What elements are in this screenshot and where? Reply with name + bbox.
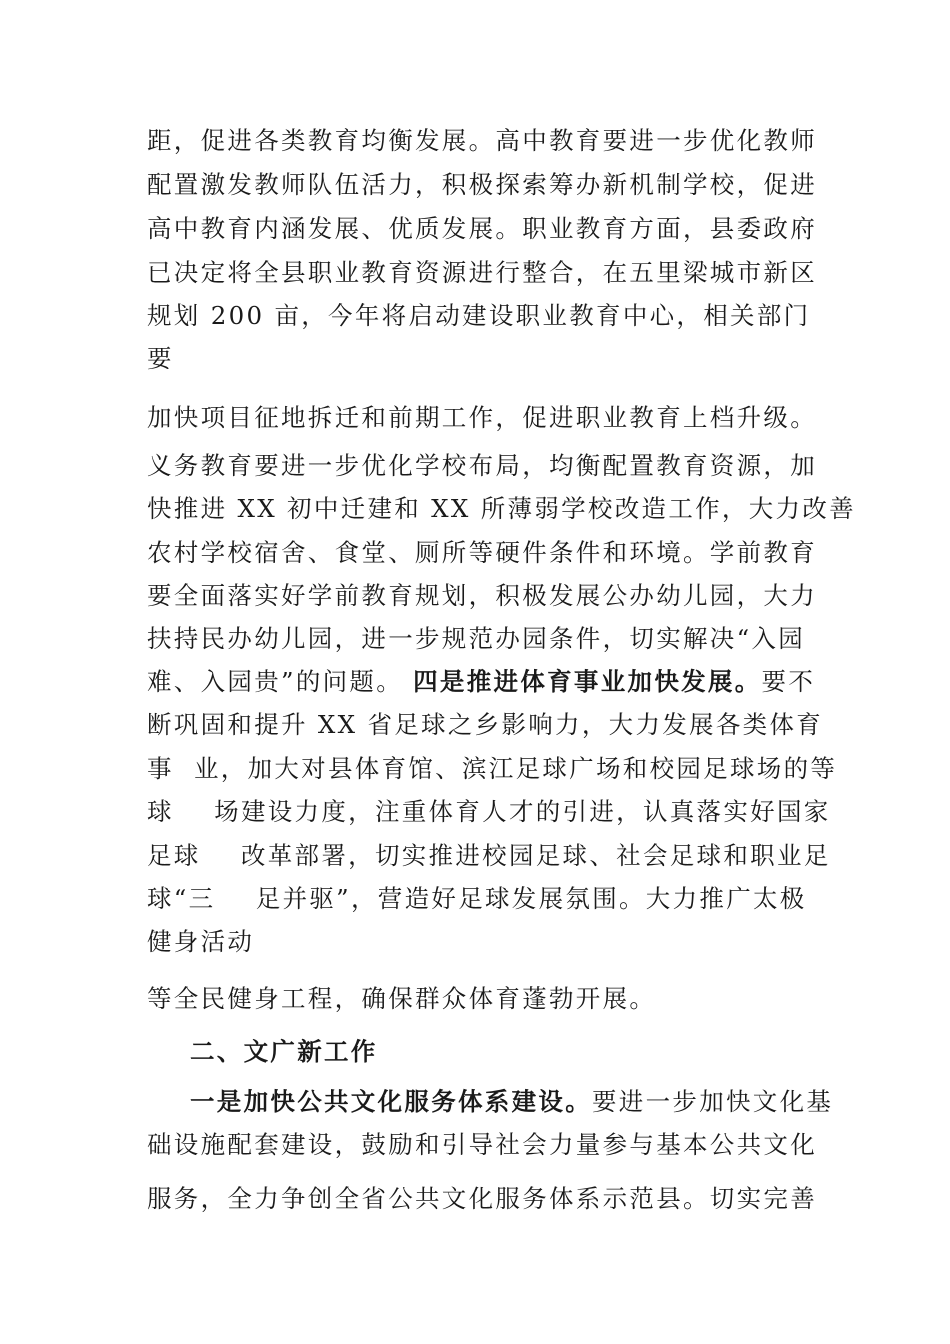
section-heading: 二、文广新工作 bbox=[190, 1037, 378, 1066]
text-line: 快推进 XX 初中迁建和 XX 所薄弱学校改造工作，大力改善 bbox=[147, 494, 856, 523]
text-line: 健身活动 bbox=[147, 927, 255, 956]
text-line: 配置激发教师队伍活力，积极探索筹办新机制学校，促进 bbox=[147, 170, 817, 199]
text-line: 义务教育要进一步优化学校布局，均衡配置教育资源，加 bbox=[147, 451, 817, 480]
text-line: 断巩固和提升 XX 省足球之乡影响力，大力发展各类体育 bbox=[147, 710, 824, 739]
text-line: 服务，全力争创全省公共文化服务体系示范县。切实完善 bbox=[147, 1184, 817, 1213]
text-segment: 难、入园贵”的问题。 bbox=[147, 667, 414, 696]
text-line: 足球 改革部署，切实推进校园足球、社会足球和职业足 bbox=[147, 841, 831, 870]
text-line: 已决定将全县职业教育资源进行整合，在五里梁城市新区 bbox=[147, 258, 817, 287]
text-line: 球“三 足并驱”，营造好足球发展氛围。大力推广太极 bbox=[147, 884, 807, 913]
text-line: 距，促进各类教育均衡发展。高中教育要进一步优化教师 bbox=[147, 126, 817, 155]
text-line: 加快项目征地拆迁和前期工作，促进职业教育上档升级。 bbox=[147, 403, 817, 432]
text-line: 扶持民办幼儿园，进一步规范办园条件，切实解决“入园 bbox=[147, 624, 806, 653]
text-line-with-emphasis bbox=[190, 1087, 833, 1117]
text-line: 规划 200 亩，今年将启动建设职业教育中心，相关部门 bbox=[147, 301, 811, 330]
text-line: 础设施配套建设，鼓励和引导社会力量参与基本公共文化 bbox=[147, 1130, 817, 1159]
culture-subtitle: 一是加快公共文化服务体系建设。 bbox=[190, 1087, 592, 1116]
text-line: 农村学校宿舍、食堂、厕所等硬件条件和环境。学前教育 bbox=[147, 538, 817, 567]
text-line: 要全面落实好学前教育规划，积极发展公办幼儿园，大力 bbox=[147, 581, 817, 610]
text-line-with-emphasis bbox=[147, 667, 815, 697]
text-line: 要 bbox=[147, 344, 174, 373]
text-segment: 要进一步加快文化基 bbox=[592, 1087, 834, 1116]
text-line: 球 场建设力度，注重体育人才的引进，认真落实好国家 bbox=[147, 797, 831, 826]
text-segment: 要不 bbox=[761, 667, 816, 696]
text-line: 事 业，加大对县体育馆、滨江足球广场和校园足球场的等 bbox=[147, 754, 838, 783]
text-line: 等全民健身工程，确保群众体育蓬勃开展。 bbox=[147, 984, 657, 1013]
sport-subtitle: 四是推进体育事业加快发展。 bbox=[413, 667, 762, 696]
text-line: 高中教育内涵发展、优质发展。职业教育方面，县委政府 bbox=[147, 214, 817, 243]
